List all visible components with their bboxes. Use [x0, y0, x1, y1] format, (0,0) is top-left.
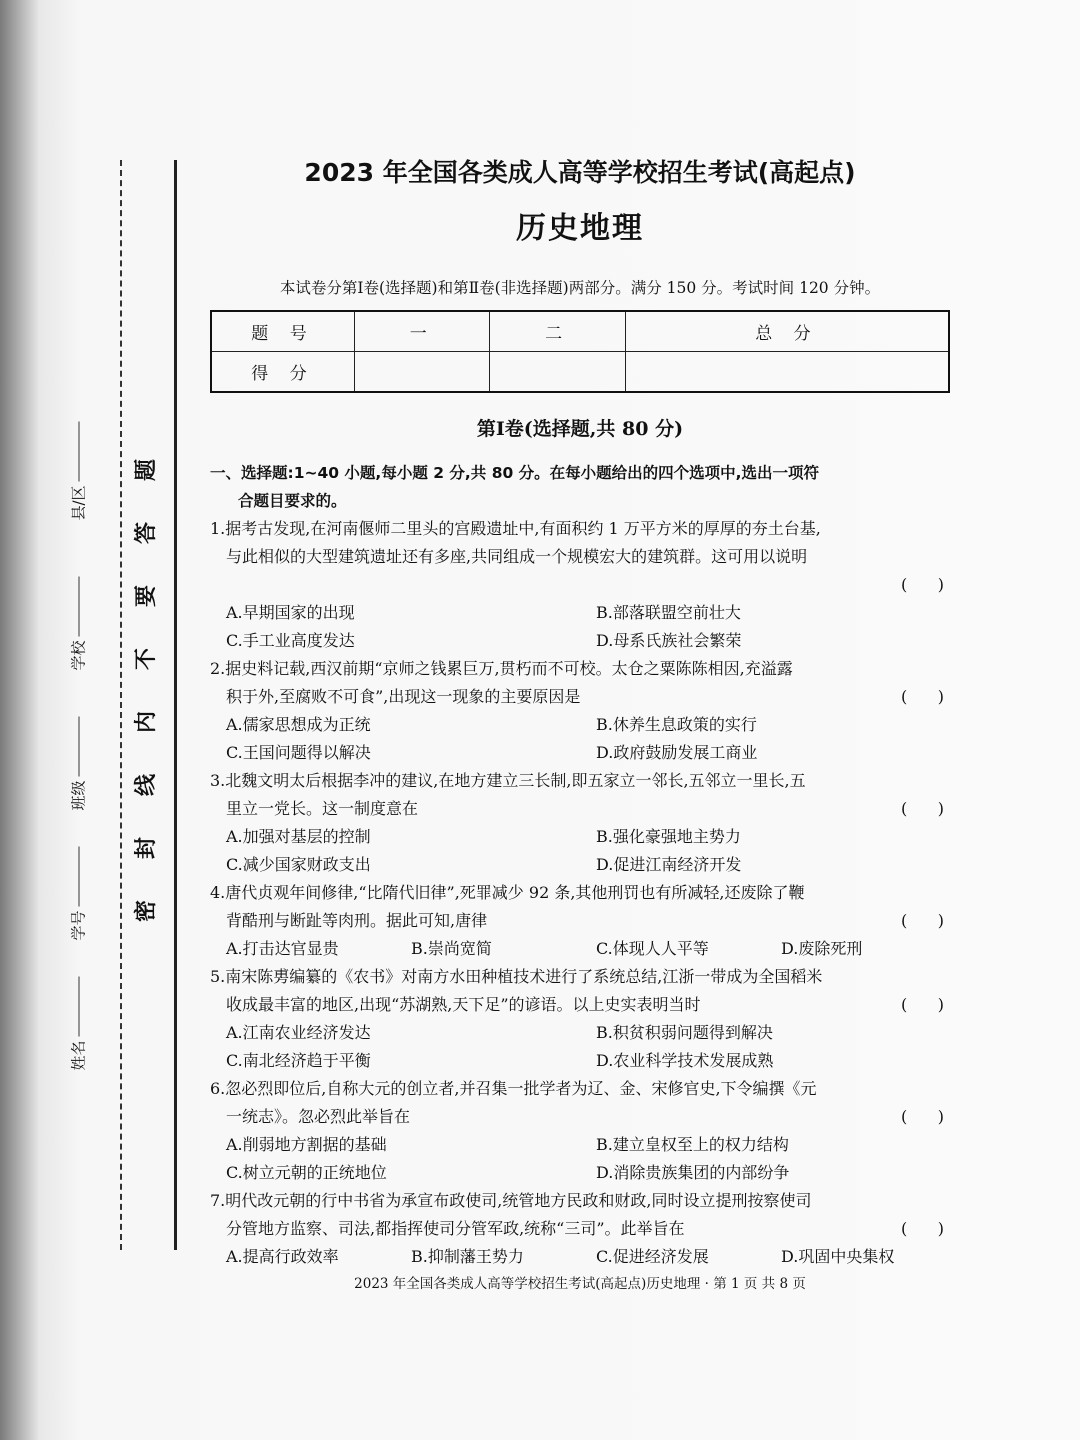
table-cell: 一 [355, 311, 490, 352]
option[interactable]: A.打击达官显贵 [226, 939, 339, 958]
option[interactable]: A.提高行政效率 [226, 1247, 339, 1266]
margin-rule [174, 160, 177, 1250]
option[interactable]: D.废除死刑 [781, 939, 863, 958]
exam-title: 2023 年全国各类成人高等学校招生考试(高起点) [304, 158, 856, 187]
answer-bracket[interactable]: ( ) [901, 799, 944, 818]
table-cell: 二 [490, 311, 625, 352]
question: 1.据考古发现,在河南偃师二里头的宫殿遗址中,有面积约 1 万平方米的厚厚的夯土台基, 与此相似的大型建筑遗址还有多座,共同组成一个规模宏大的建筑群。这可用以说明 ( ) A.早期国家的出现 B.部落联盟空前壮大 C.手工业高度发达 D.母系氏族社会繁荣 [210, 515, 950, 655]
seal-char: 线 [133, 773, 159, 797]
answer-bracket[interactable]: ( ) [901, 575, 944, 594]
seal-notice [132, 455, 162, 959]
score-table-score-row [211, 352, 949, 393]
option[interactable]: C.手工业高度发达 [226, 631, 355, 650]
part1-title: 第Ⅰ卷(选择题,共 80 分) [476, 418, 684, 440]
options [210, 823, 950, 879]
option[interactable]: B.部落联盟空前壮大 [596, 603, 741, 622]
subject-title: 历史地理 [516, 211, 644, 246]
option[interactable]: C.减少国家财政支出 [226, 855, 371, 874]
seal-char: 要 [133, 584, 159, 608]
seal-char: 内 [133, 710, 159, 734]
student-id-field[interactable]: 学号 [68, 901, 89, 941]
question: 3.北魏文明太后根据李冲的建议,在地方建立三长制,即五家立一邻长,五邻立一里长,五 里立一党长。这一制度意在 ( ) A.加强对基层的控制 B.强化豪强地主势力 C.减少国家财政支出 D.促进江南经济开发 [210, 767, 950, 879]
options [210, 599, 950, 655]
options [210, 935, 950, 963]
option[interactable]: A.江南农业经济发达 [226, 1023, 371, 1042]
answer-bracket[interactable]: ( ) [901, 1219, 944, 1238]
options [210, 1243, 950, 1271]
seal-char: 不 [133, 647, 159, 671]
option[interactable]: B.崇尚宽简 [411, 939, 492, 958]
question: 5.南宋陈旉编纂的《农书》对南方水田种植技术进行了系统总结,江浙一带成为全国稻米 收成最丰富的地区,出现“苏湖熟,天下足”的谚语。以上史实表明当时 ( ) A.江南农业经济发达 B.积贫积弱问题得到解决 C.南北经济趋于平衡 D.农业科学技术发展成熟 [210, 963, 950, 1075]
option[interactable]: A.削弱地方割据的基础 [226, 1135, 387, 1154]
table-cell: 题 号 [211, 311, 355, 352]
class-field[interactable]: 班级 [68, 771, 89, 811]
option[interactable]: B.抑制藩王势力 [411, 1247, 524, 1266]
answer-bracket[interactable]: ( ) [901, 687, 944, 706]
score-table-header-row [211, 311, 949, 352]
seal-char: 封 [133, 836, 159, 860]
seal-char: 密 [133, 899, 159, 923]
option[interactable]: D.农业科学技术发展成熟 [596, 1051, 774, 1070]
options [210, 711, 950, 767]
seal-char: 答 [133, 521, 159, 545]
option[interactable]: D.巩固中央集权 [781, 1247, 895, 1266]
option[interactable]: A.早期国家的出现 [226, 603, 355, 622]
option[interactable]: D.消除贵族集团的内部纷争 [596, 1163, 790, 1182]
option[interactable]: C.体现人人平等 [596, 939, 709, 958]
options [210, 1131, 950, 1187]
option[interactable]: B.建立皇权至上的权力结构 [596, 1135, 789, 1154]
county-field[interactable]: 县/区 [68, 481, 89, 521]
option[interactable]: B.积贫积弱问题得到解决 [596, 1023, 773, 1042]
options [210, 1019, 950, 1075]
exam-intro: 本试卷分第Ⅰ卷(选择题)和第Ⅱ卷(非选择题)两部分。满分 150 分。考试时间 120 分钟。 [279, 279, 881, 297]
exam-content [210, 150, 950, 1271]
score-table [210, 310, 950, 393]
score-input-cell[interactable] [625, 352, 949, 393]
option[interactable]: D.母系氏族社会繁荣 [596, 631, 742, 650]
option[interactable]: C.南北经济趋于平衡 [226, 1051, 371, 1070]
option[interactable]: D.促进江南经济开发 [596, 855, 742, 874]
name-field[interactable]: 姓名 [68, 1031, 89, 1071]
option[interactable]: A.儒家思想成为正统 [226, 715, 371, 734]
question: 6.忽必烈即位后,自称大元的创立者,并召集一批学者为辽、金、宋修官史,下令编撰《元 一统志》。忽必烈此举旨在 ( ) A.削弱地方割据的基础 B.建立皇权至上的权力结构 C.树立元朝的正统地位 D.消除贵族集团的内部纷争 [210, 1075, 950, 1187]
option[interactable]: A.加强对基层的控制 [226, 827, 371, 846]
option[interactable]: C.促进经济发展 [596, 1247, 709, 1266]
section-instructions: 一、选择题:1~40 小题,每小题 2 分,共 80 分。在每小题给出的四个选项中,选出一项符 合题目要求的。 [210, 464, 820, 510]
option[interactable]: C.王国问题得以解决 [226, 743, 371, 762]
option[interactable]: B.休养生息政策的实行 [596, 715, 757, 734]
answer-bracket[interactable]: ( ) [901, 911, 944, 930]
option[interactable]: B.强化豪强地主势力 [596, 827, 741, 846]
question: 2.据史料记载,西汉前期“京师之钱累巨万,贯朽而不可校。太仓之粟陈陈相因,充溢露 积于外,至腐败不可食”,出现这一现象的主要原因是 ( ) A.儒家思想成为正统 B.休养生息政策的实行 C.王国问题得以解决 D.政府鼓励发展工商业 [210, 655, 950, 767]
page-shadow [0, 0, 40, 1440]
option[interactable]: D.政府鼓励发展工商业 [596, 743, 758, 762]
score-input-cell[interactable] [355, 352, 490, 393]
page-footer: 2023 年全国各类成人高等学校招生考试(高起点)历史地理 · 第 1 页 共 8 页 [354, 1276, 806, 1292]
option[interactable]: C.树立元朝的正统地位 [226, 1163, 387, 1182]
answer-bracket[interactable]: ( ) [901, 995, 944, 1014]
table-cell: 总 分 [625, 311, 949, 352]
table-cell: 得 分 [211, 352, 355, 393]
answer-bracket[interactable]: ( ) [901, 1107, 944, 1126]
dotted-cut-line [120, 160, 122, 1250]
question: 4.唐代贞观年间修律,“比隋代旧律”,死罪减少 92 条,其他刑罚也有所减轻,还废除了鞭 背酷刑与断趾等肉刑。据此可知,唐律 ( ) A.打击达官显贵 B.崇尚宽简 C.体现人人平等 D.废除死刑 [210, 879, 950, 963]
school-field[interactable]: 学校 [68, 631, 89, 671]
seal-char: 题 [133, 458, 159, 482]
score-input-cell[interactable] [490, 352, 625, 393]
question: 7.明代改元朝的行中书省为承宣布政使司,统管地方民政和财政,同时设立提刑按察使司 分管地方监察、司法,都指挥使司分管军政,统称“三司”。此举旨在 ( ) A.提高行政效率 B.抑制藩王势力 C.促进经济发展 D.巩固中央集权 [210, 1187, 950, 1271]
